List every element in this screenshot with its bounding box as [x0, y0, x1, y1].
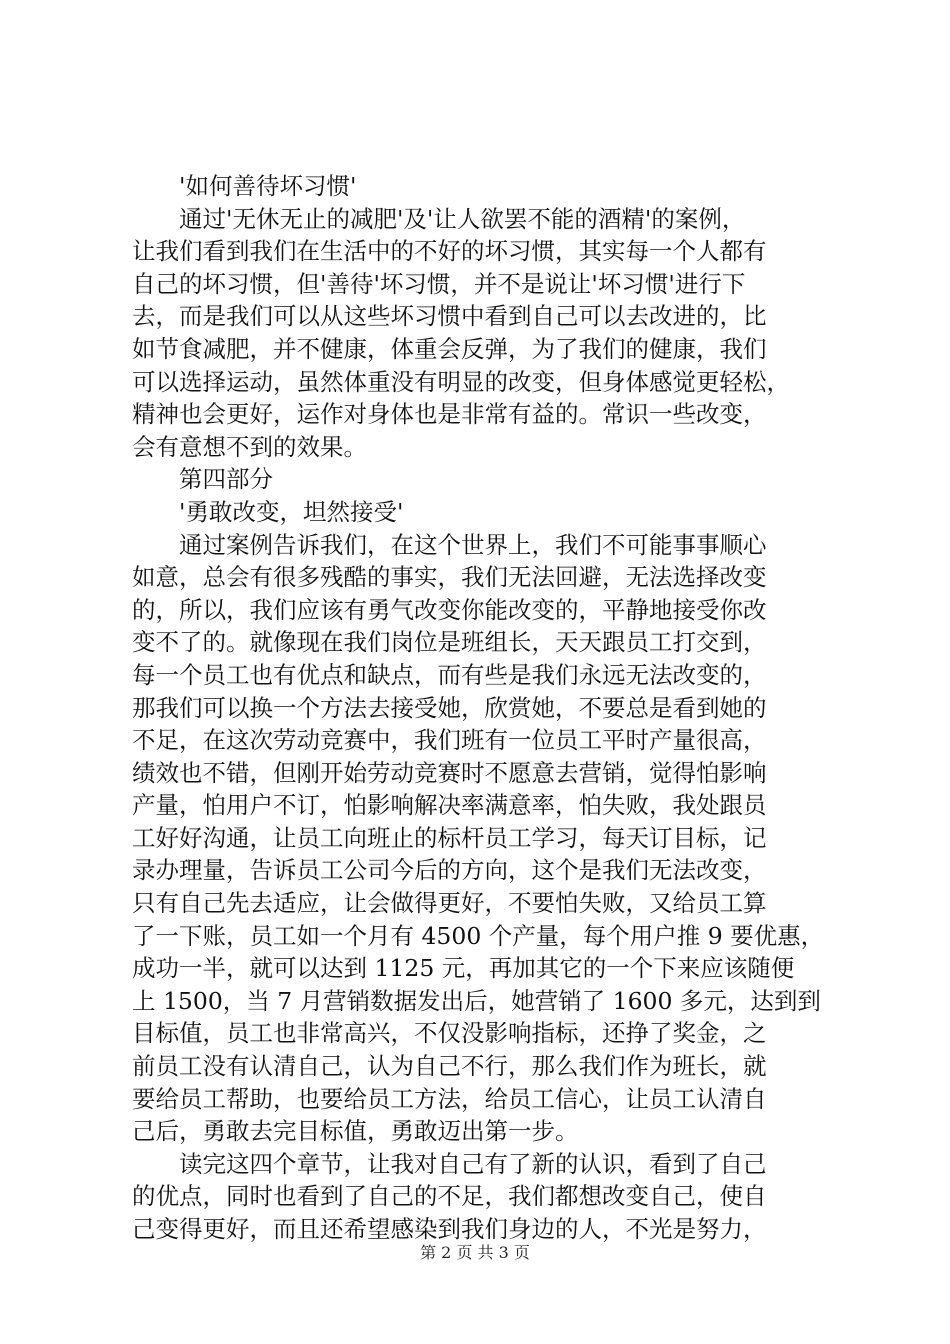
paragraph-line: 己后，勇敢去完目标值，勇敢迈出第一步。: [132, 1117, 579, 1146]
paragraph-line: 不足，在这次劳动竞赛中，我们班有一位员工平时产量很高，: [132, 726, 767, 755]
paragraph-line: 绩效也不错，但刚开始劳动竞赛时不愿意去营销，觉得怕影响: [132, 758, 767, 787]
paragraph-line: 通过'无休无止的减肥'及'让人欲罢不能的酒精'的案例，: [179, 204, 746, 233]
paragraph-line: 录办理量，告诉员工公司今后的方向，这个是我们无法改变，: [132, 856, 767, 885]
paragraph-line: 如意，总会有很多残酷的事实，我们无法回避，无法选择改变: [132, 563, 767, 592]
part-heading: 第四部分: [179, 465, 273, 494]
paragraph-line: 己变得更好，而且还希望感染到我们身边的人，不光是努力，: [132, 1215, 767, 1243]
paragraph-line: 自己的坏习惯，但'善待'坏习惯，并不是说让'坏习惯'进行下: [132, 269, 746, 298]
paragraph-line: 让我们看到我们在生活中的不好的坏习惯，其实每一个人都有: [132, 237, 767, 266]
paragraph-line: 读完这四个章节，让我对自己有了新的认识，看到了自己: [179, 1149, 767, 1178]
paragraph-line: 的，所以，我们应该有勇气改变你能改变的，平静地接受你改: [132, 595, 767, 624]
section-heading: '如何善待坏习惯': [179, 172, 357, 200]
paragraph-line: 成功一半，就可以达到 1125 元，再加其它的一个下来应该随便: [132, 954, 795, 983]
paragraph-line: 通过案例告诉我们，在这个世界上，我们不可能事事顺心: [179, 530, 767, 559]
paragraph-line: 如节食减肥，并不健康，体重会反弹，为了我们的健康，我们: [132, 334, 767, 363]
page-number-footer: 第 2 页 共 3 页: [420, 1243, 530, 1262]
paragraph-line: 变不了的。就像现在我们岗位是班组长，天天跟员工打交到，: [132, 628, 767, 657]
paragraph-line: 工好好沟通，让员工向班止的标杆员工学习，每天订目标，记: [132, 823, 767, 852]
paragraph-line: 前员工没有认清自己，认为自己不行，那么我们作为班长，就: [132, 1052, 767, 1081]
paragraph-line: 上 1500，当 7 月营销数据发出后，她营销了 1600 多元，达到到: [132, 986, 821, 1015]
paragraph-line: 精神也会更好，运作对身体也是非常有益的。常识一些改变，: [132, 400, 767, 429]
body-text: [132, 170, 844, 1246]
paragraph-line: 了一下账，员工如一个月有 4500 个产量，每个用户推 9 要优惠，: [132, 921, 825, 950]
paragraph-line: 每一个员工也有优点和缺点，而有些是我们永远无法改变的，: [132, 660, 767, 689]
section-heading: '勇敢改变，坦然接受': [179, 497, 404, 526]
paragraph-line: 会有意想不到的效果。: [132, 432, 367, 461]
paragraph-line: 去，而是我们可以从这些坏习惯中看到自己可以去改进的，比: [132, 302, 767, 331]
paragraph-line: 的优点，同时也看到了自己的不足，我们都想改变自己，使自: [132, 1182, 767, 1211]
paragraph-line: 那我们可以换一个方法去接受她，欣赏她，不要总是看到她的: [132, 693, 767, 722]
paragraph-line: 可以选择运动，虽然体重没有明显的改变，但身体感觉更轻松，: [132, 367, 790, 396]
paragraph-line: 目标值，员工也非常高兴，不仅没影响指标，还挣了奖金，之: [132, 1019, 767, 1048]
paragraph-line: 只有自己先去适应，让会做得更好，不要怕失败，又给员工算: [132, 889, 767, 918]
paragraph-line: 产量，怕用户不订，怕影响解决率满意率，怕失败，我处跟员: [132, 791, 767, 820]
paragraph-line: 要给员工帮助，也要给员工方法，给员工信心，让员工认清自: [132, 1084, 767, 1113]
